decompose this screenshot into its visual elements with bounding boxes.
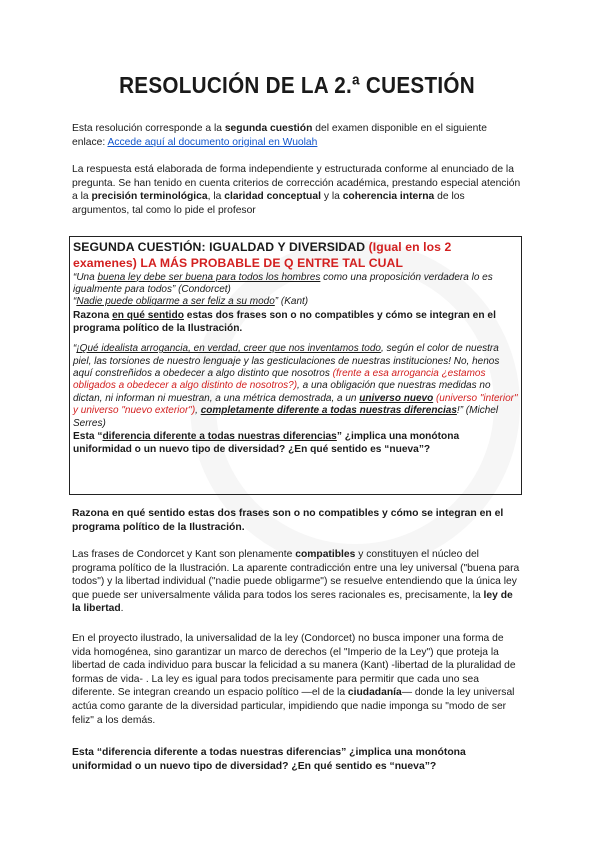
answer-question-1: Razona en qué sentido estas dos frases son o no compatibles y cómo se integran en el programa político de la Ilustración. [72, 508, 504, 533]
intro-paragraph-1 [72, 122, 522, 149]
quote-underlined: buena ley debe ser buena para todos los hombres [97, 271, 321, 283]
answer-text: — donde la ley universal actúa como garante de la diversidad particular, impidiendo que nadie imponga su "modo de ser feliz" a los demás. [72, 687, 515, 726]
question-text: Razona [73, 309, 113, 321]
intro-text: , la [207, 191, 225, 203]
answer-bold: compatibles [295, 549, 356, 560]
quote-text: ” (Kant) [274, 296, 309, 308]
quote-text: “ [73, 296, 77, 308]
heading-red-note: (Igual en los 2 examenes) LA MÁS PROBABLE DE Q ENTRE TAL CUAL [73, 240, 452, 270]
answer-paragraph-1 [72, 548, 522, 616]
answer-bold: ley de la libertad [72, 589, 513, 615]
intro-bold: segunda cuestión [224, 123, 313, 134]
answer-bold: ciudadanía [347, 687, 402, 699]
original-document-link[interactable]: Accede aquí al documento original en Wuolah [107, 136, 318, 148]
answer-text: En el proyecto ilustrado, la universalidad de la ley (Condorcet) no busca imponer una forma de vida homogénea, sino garantizar un marco de derechos (el "Imperio de la Ley") que proteja la libertad de cada individuo para buscar la felicidad a su manera (Kant) -libertad de la pluralidad de formas de vida- . La ley es igual para todos precisamente para permitir que cada uno sea diferente. Se integran creando un espacio político —el de la [72, 633, 516, 699]
answer-text: . [120, 603, 124, 615]
question-underlined: en qué sentido [112, 309, 184, 321]
diferencia-question [73, 430, 518, 456]
quote-text: , a una obligación que nuestras medidas no dictan, ni informan ni muestran, a una métrica demostrada, a un [73, 380, 491, 404]
intro-paragraph-2 [72, 163, 522, 217]
question-text: Esta “ [73, 431, 103, 443]
razona-question [73, 309, 518, 335]
question-text: estas dos frases son o no compatibles y cómo se integran en el programa político de la Ilustración. [73, 309, 496, 335]
intro-text: de los argumentos, tal como lo pide el profesor [72, 191, 465, 216]
intro-text: Esta resolución corresponde a la [72, 123, 225, 134]
quote-text: !” (Michel Serres) [73, 405, 499, 429]
quote-text: “Una [73, 271, 98, 283]
question-text: ” ¿implica una monótona uniformidad o un nuevo tipo de diversidad? ¿En qué sentido es “nueva”? [73, 431, 460, 456]
page-title: RESOLUCIÓN DE LA 2.ª CUESTIÓN [119, 72, 475, 98]
heading-text: SEGUNDA CUESTIÓN: IGUALDAD Y DIVERSIDAD [73, 240, 369, 254]
serres-quote [73, 343, 518, 430]
intro-bold: precisión terminológica [91, 191, 208, 203]
quote-bold-underlined: universo nuevo [359, 392, 434, 404]
kant-quote [73, 296, 518, 308]
quote-underlined: ¡Qué idealista arrogancia, en verdad, creer que nos inventamos todo [76, 343, 381, 355]
intro-text: La respuesta está elaborada de forma independiente y estructurada conforme al enunciado de la pregunta. Se han tenido en cuenta criterios de corrección académica, prestando especial atención a la [72, 164, 521, 203]
intro-bold: coherencia interna [342, 191, 435, 203]
question-box [69, 236, 522, 495]
quote-text: , según el color de nuestra piel, las torsiones de nuestro lenguaje y las gesticulaciones de nuestras instituciones! No, henos aquí constreñidos a obedecer a algo distinto que nosotros [73, 343, 500, 380]
answer-text: y constituyen el núcleo del programa político de la Ilustración. La aparente contradicción entre una ley universal ("buena para todos") y la libertad individual ("nadie puede obligarme") se resuelve entendiendo que la única ley que puede ser universalmente válida para todos los seres racionales es, precisamente, la [72, 549, 520, 601]
quote-text: “ [73, 343, 77, 355]
quote-text: , [195, 405, 201, 417]
question-heading [73, 240, 518, 272]
question-underlined: diferencia diferente a todas nuestras diferencias [102, 431, 337, 443]
condorcet-quote [73, 272, 518, 297]
quote-text: como una proposición verdadera lo es igualmente para todos” (Condorcet) [73, 271, 493, 295]
answer-question-2: Esta “diferencia diferente a todas nuestras diferencias” ¿implica una monótona uniformidad o un nuevo tipo de diversidad? ¿En qué sentido es “nueva”? [72, 747, 466, 772]
quote-red-note: (frente a esa arrogancia ¿estamos obligados a obedecer a algo distinto de nosotros?) [73, 368, 486, 392]
quote-bold-underlined: completamente diferente a todas nuestras diferencias [200, 405, 457, 417]
answer-text: Las frases de Condorcet y Kant son plenamente [72, 549, 296, 560]
intro-text: del examen disponible en el siguiente enlace: [72, 123, 487, 148]
answer-paragraph-2 [72, 632, 522, 727]
quote-red-note: (universo "interior" y universo "nuevo exterior") [73, 392, 518, 417]
intro-bold: claridad conceptual [224, 191, 321, 203]
intro-text: y la [320, 191, 343, 203]
quote-underlined: Nadie puede obligarme a ser feliz a su modo [76, 296, 275, 308]
